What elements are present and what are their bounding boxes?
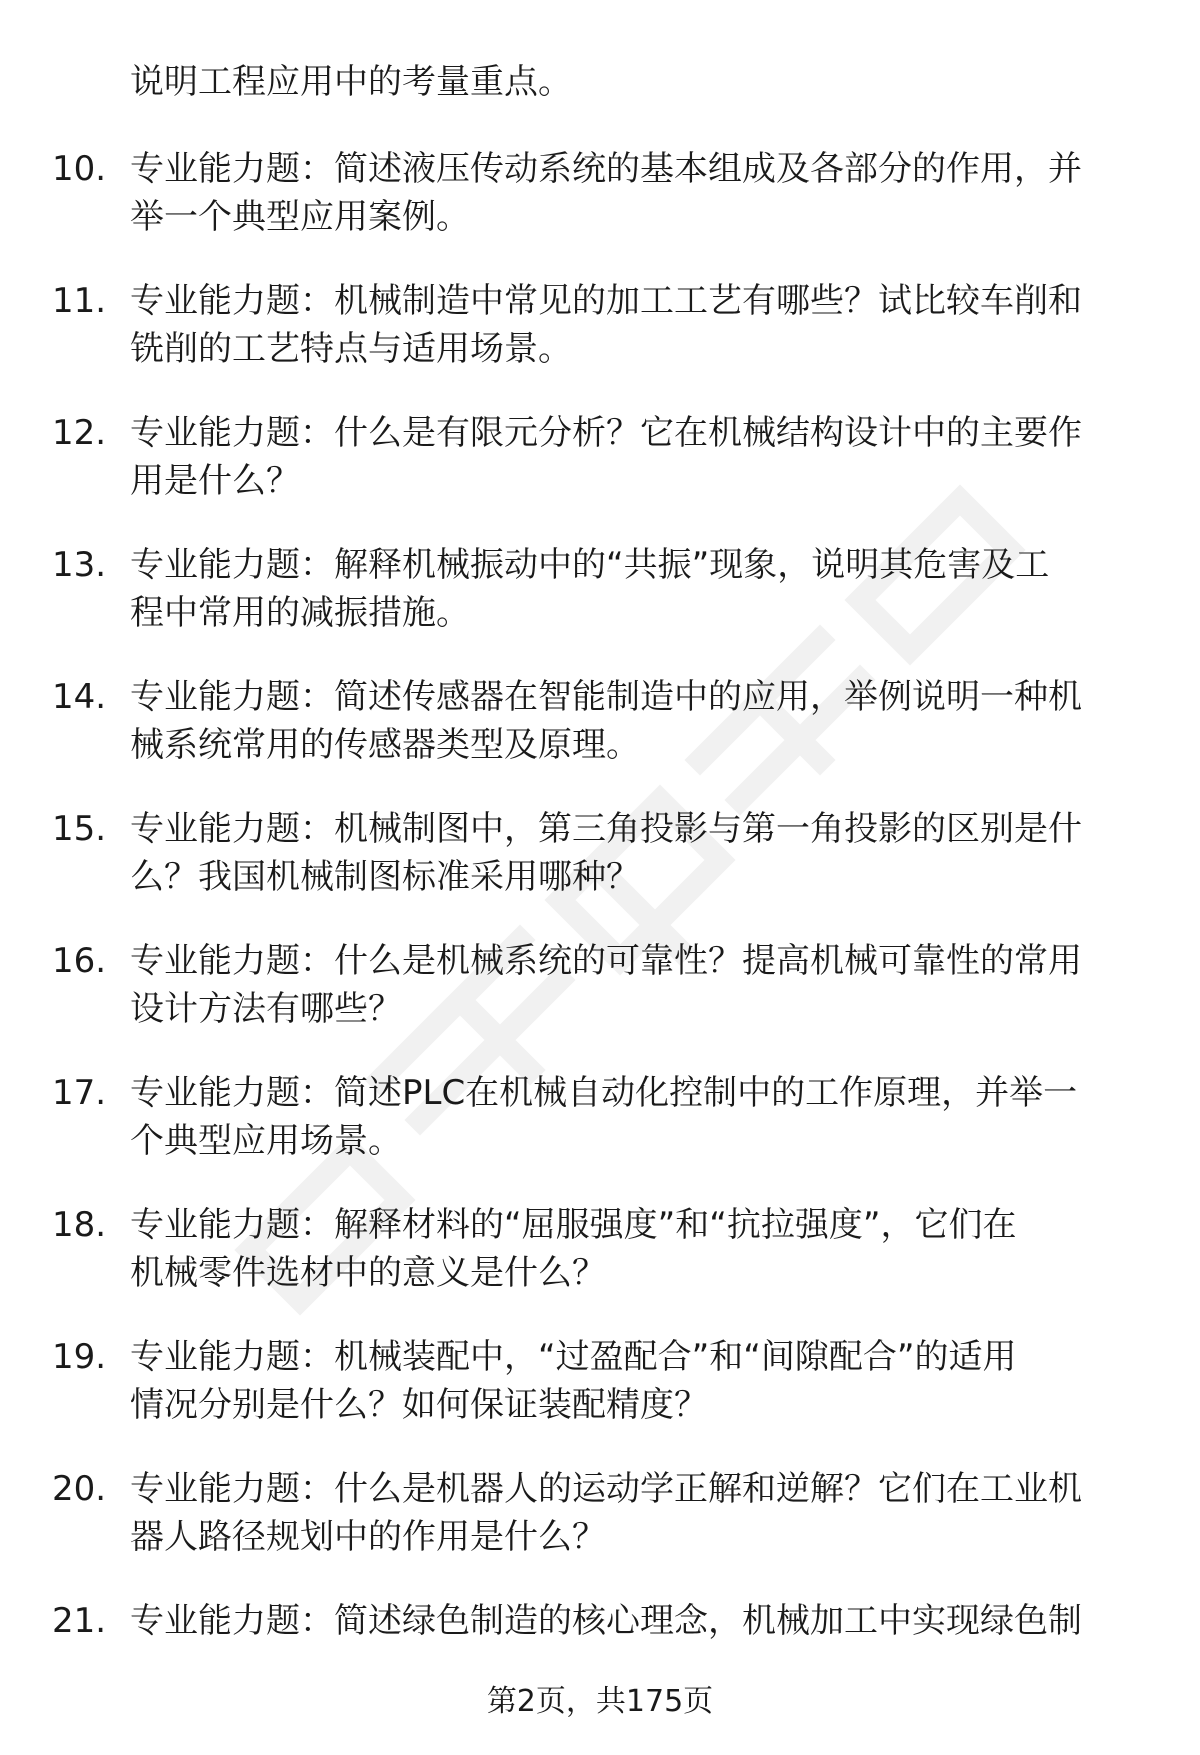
question-text-line: 情况分别是什么？如何保证装配精度？ — [130, 1385, 708, 1425]
question-number: 16. — [52, 941, 107, 981]
question-text-line: 专业能力题：机械制造中常见的加工工艺有哪些？试比较车削和 — [130, 281, 1082, 321]
question-text-line: 举一个典型应用案例。 — [130, 197, 470, 237]
question-text-line: 专业能力题：机械制图中，第三角投影与第一角投影的区别是什 — [130, 809, 1082, 849]
question-text — [130, 541, 1142, 637]
question-item — [0, 1333, 1200, 1465]
question-text-line: 专业能力题：简述绿色制造的核心理念，机械加工中实现绿色制 — [130, 1601, 1082, 1641]
question-text-line: 专业能力题：机械装配中，“过盈配合”和“间隙配合”的适用 — [130, 1337, 1017, 1377]
question-text — [130, 1465, 1142, 1561]
question-text-line: 器人路径规划中的作用是什么？ — [130, 1517, 606, 1557]
question-number: 13. — [52, 545, 107, 585]
question-list — [0, 145, 1200, 1729]
question-item — [0, 409, 1200, 541]
question-text-line: 专业能力题：解释机械振动中的“共振”现象，说明其危害及工 — [130, 545, 1050, 585]
question-text-line: 专业能力题：简述液压传动系统的基本组成及各部分的作用，并 — [130, 149, 1082, 189]
question-item — [0, 541, 1200, 673]
question-item — [0, 937, 1200, 1069]
question-text — [130, 1069, 1142, 1165]
question-text-line: 专业能力题：什么是机械系统的可靠性？提高机械可靠性的常用 — [130, 941, 1082, 981]
question-text — [130, 1597, 1142, 1645]
question-number: 12. — [52, 413, 107, 453]
question-number: 20. — [52, 1469, 107, 1509]
question-text-line: 专业能力题：什么是机器人的运动学正解和逆解？它们在工业机 — [130, 1469, 1082, 1509]
question-item — [0, 673, 1200, 805]
question-number: 19. — [52, 1337, 107, 1377]
question-text — [130, 937, 1142, 1033]
question-text — [130, 673, 1142, 769]
question-item — [0, 145, 1200, 277]
question-item — [0, 805, 1200, 937]
question-text-line: 专业能力题：简述传感器在智能制造中的应用，举例说明一种机 — [130, 677, 1082, 717]
question-number: 21. — [52, 1601, 107, 1641]
question-text-line: 专业能力题：解释材料的“屈服强度”和“抗拉强度”，它们在 — [130, 1205, 1017, 1245]
question-text-line: 械系统常用的传感器类型及原理。 — [130, 725, 640, 765]
question-number: 11. — [52, 281, 107, 321]
question-text — [130, 1201, 1142, 1297]
question-text-line: 专业能力题：简述PLC在机械自动化控制中的工作原理，并举一 — [130, 1073, 1078, 1113]
question-text-line: 专业能力题：什么是有限元分析？它在机械结构设计中的主要作 — [130, 413, 1082, 453]
question-number: 10. — [52, 149, 107, 189]
question-item — [0, 1201, 1200, 1333]
question-text — [130, 145, 1142, 241]
continuation-line: 说明工程应用中的考量重点。 — [130, 62, 572, 102]
question-text-line: 个典型应用场景。 — [130, 1121, 402, 1161]
question-text-line: 程中常用的减振措施。 — [130, 593, 470, 633]
question-number: 18. — [52, 1205, 107, 1245]
question-text — [130, 1333, 1142, 1429]
question-text — [130, 277, 1142, 373]
question-text — [130, 409, 1142, 505]
question-item — [0, 277, 1200, 409]
question-text-line: 么？我国机械制图标准采用哪种？ — [130, 857, 640, 897]
question-number: 14. — [52, 677, 107, 717]
question-text-line: 用是什么？ — [130, 461, 300, 501]
question-item — [0, 1465, 1200, 1597]
question-text-line: 机械零件选材中的意义是什么？ — [130, 1253, 606, 1293]
question-text-line: 铣削的工艺特点与适用场景。 — [130, 329, 572, 369]
question-number: 17. — [52, 1073, 107, 1113]
question-number: 15. — [52, 809, 107, 849]
question-text-line: 设计方法有哪些？ — [130, 989, 402, 1029]
page-footer: 第2页，共175页 — [486, 1684, 714, 1719]
question-text — [130, 805, 1142, 901]
question-item — [0, 1069, 1200, 1201]
